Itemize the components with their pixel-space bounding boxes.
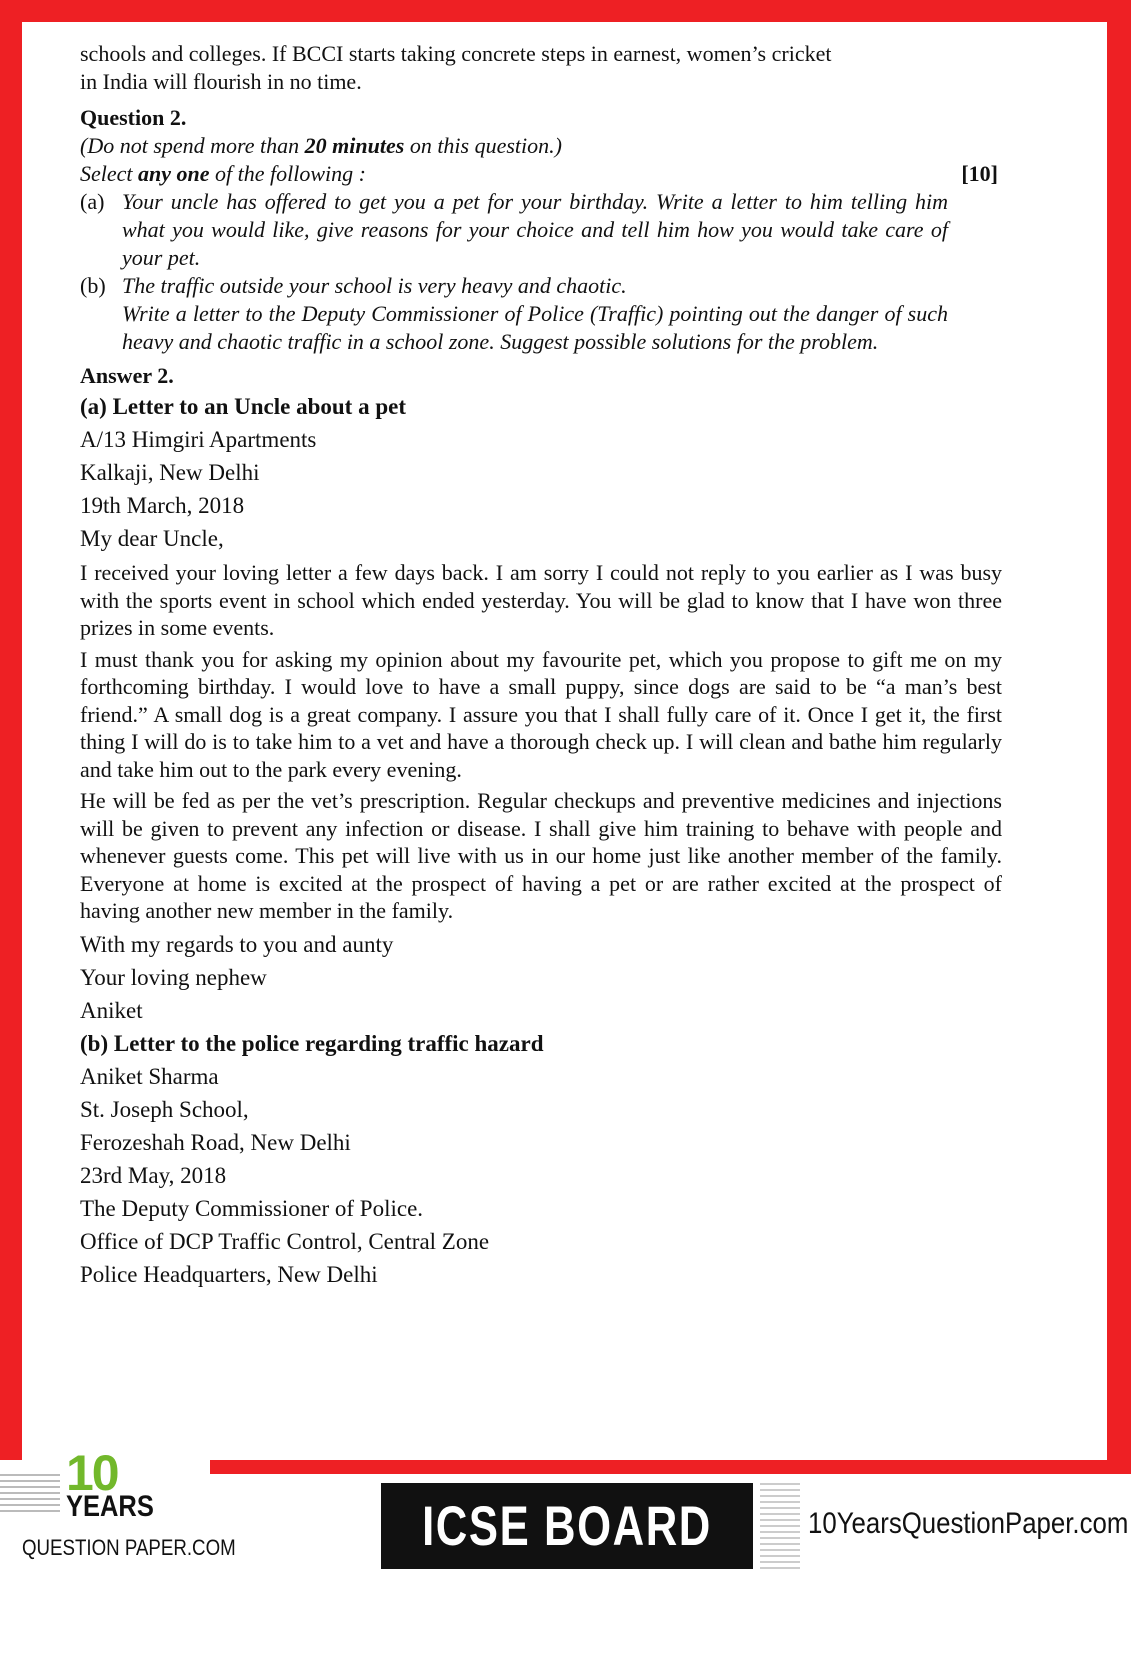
question-instruction: (Do not spend more than 20 minutes on this question.) — [80, 133, 562, 158]
letter-paragraph: I must thank you for asking my opinion about my favourite pet, which you propose to gift me on my forthcoming birthday. I would love to have a small puppy, since dogs are said to be “a man’s best friend.” A small dog is a great company. I assure you that I shall fully care of it. Once I get it, the first thing I will do is to take him to a vet and have a thorough check up. I will clean and bathe him regularly and take him out to the park every evening. — [80, 646, 1002, 782]
red-frame-left — [0, 0, 22, 1460]
signature-name: Aniket — [80, 997, 143, 1023]
address-line: St. Joseph School, — [80, 1096, 249, 1122]
part-b-title: (b) Letter to the police regarding traffic hazard — [80, 1030, 544, 1056]
letter-paragraph: I received your loving letter a few days back. I am sorry I could not reply to you earlier as I was busy with the sports event in school which ended yesterday. You will be glad to know that I have won three prizes in some events. — [80, 560, 1002, 640]
option-b-text: The traffic outside your school is very heavy and chaotic. Write a letter to the Deputy Commissioner of Police (Traffic) pointing out the danger of such heavy and chaotic traffic in a school zone. Suggest possible solutions for the problem. — [122, 273, 948, 354]
address-line: Ferozeshah Road, New Delhi — [80, 1129, 351, 1155]
address-line: Police Headquarters, New Delhi — [80, 1261, 378, 1287]
closing-line: With my regards to you and aunty — [80, 931, 394, 957]
address-line: Kalkaji, New Delhi — [80, 460, 260, 485]
select-instruction-row — [80, 160, 1020, 188]
address-line: Office of DCP Traffic Control, Central Zone — [80, 1228, 490, 1254]
website-link[interactable]: 10YearsQuestionPaper.com — [808, 1507, 1129, 1540]
address-line: Aniket Sharma — [80, 1063, 219, 1089]
logo-number: 10 — [66, 1445, 118, 1501]
board-banner: ICSE BOARD X — [381, 1483, 753, 1569]
decorative-stripes — [0, 1474, 60, 1514]
marks-badge: [10] — [961, 161, 998, 186]
salutation: My dear Uncle, — [80, 526, 224, 551]
address-line: The Deputy Commissioner of Police. — [80, 1195, 424, 1221]
intro-line-2: in India will flourish in no time. — [80, 69, 362, 94]
answer-heading: Answer 2. — [80, 363, 174, 388]
option-a-label: (a) — [80, 189, 105, 214]
red-frame-bottom — [210, 1460, 1131, 1474]
option-a — [80, 188, 1020, 272]
red-frame-top — [0, 0, 1131, 22]
address-line: A/13 Himgiri Apartments — [80, 427, 317, 452]
intro-line-1: schools and colleges. If BCCI starts taking concrete steps in earnest, women’s cricket — [80, 41, 832, 66]
logo-site-text: QUESTION PAPER.COM — [22, 1535, 236, 1560]
option-a-text: Your uncle has offered to get you a pet for your birthday. Write a letter to him telling him what you would like, give reasons for your choice and tell him how you would take care of your pet. — [122, 189, 948, 270]
question-heading: Question 2. — [80, 105, 187, 130]
option-b-label: (b) — [80, 273, 106, 298]
select-instruction: Select any one of the following : — [80, 161, 366, 186]
document-page — [80, 40, 1020, 1291]
option-b — [80, 272, 1020, 356]
date-line: 19th March, 2018 — [80, 493, 245, 518]
decorative-stripes — [760, 1483, 800, 1569]
closing-line: Your loving nephew — [80, 964, 267, 990]
part-a-title: (a) Letter to an Uncle about a pet — [80, 394, 406, 419]
logo-years: YEARS — [66, 1490, 154, 1523]
letter-paragraph: He will be fed as per the vet’s prescription. Regular checkups and preventive medicines and injections will be given to prevent any infection or disease. I shall give him training to behave with people and whenever guests come. This pet will live with us in our home just like another member of the family. Everyone at home is excited at the prospect of having a pet or are rather excited at the prospect of having another new member in the family. — [80, 788, 1002, 923]
date-line: 23rd May, 2018 — [80, 1162, 227, 1188]
red-frame-right — [1107, 0, 1131, 1600]
